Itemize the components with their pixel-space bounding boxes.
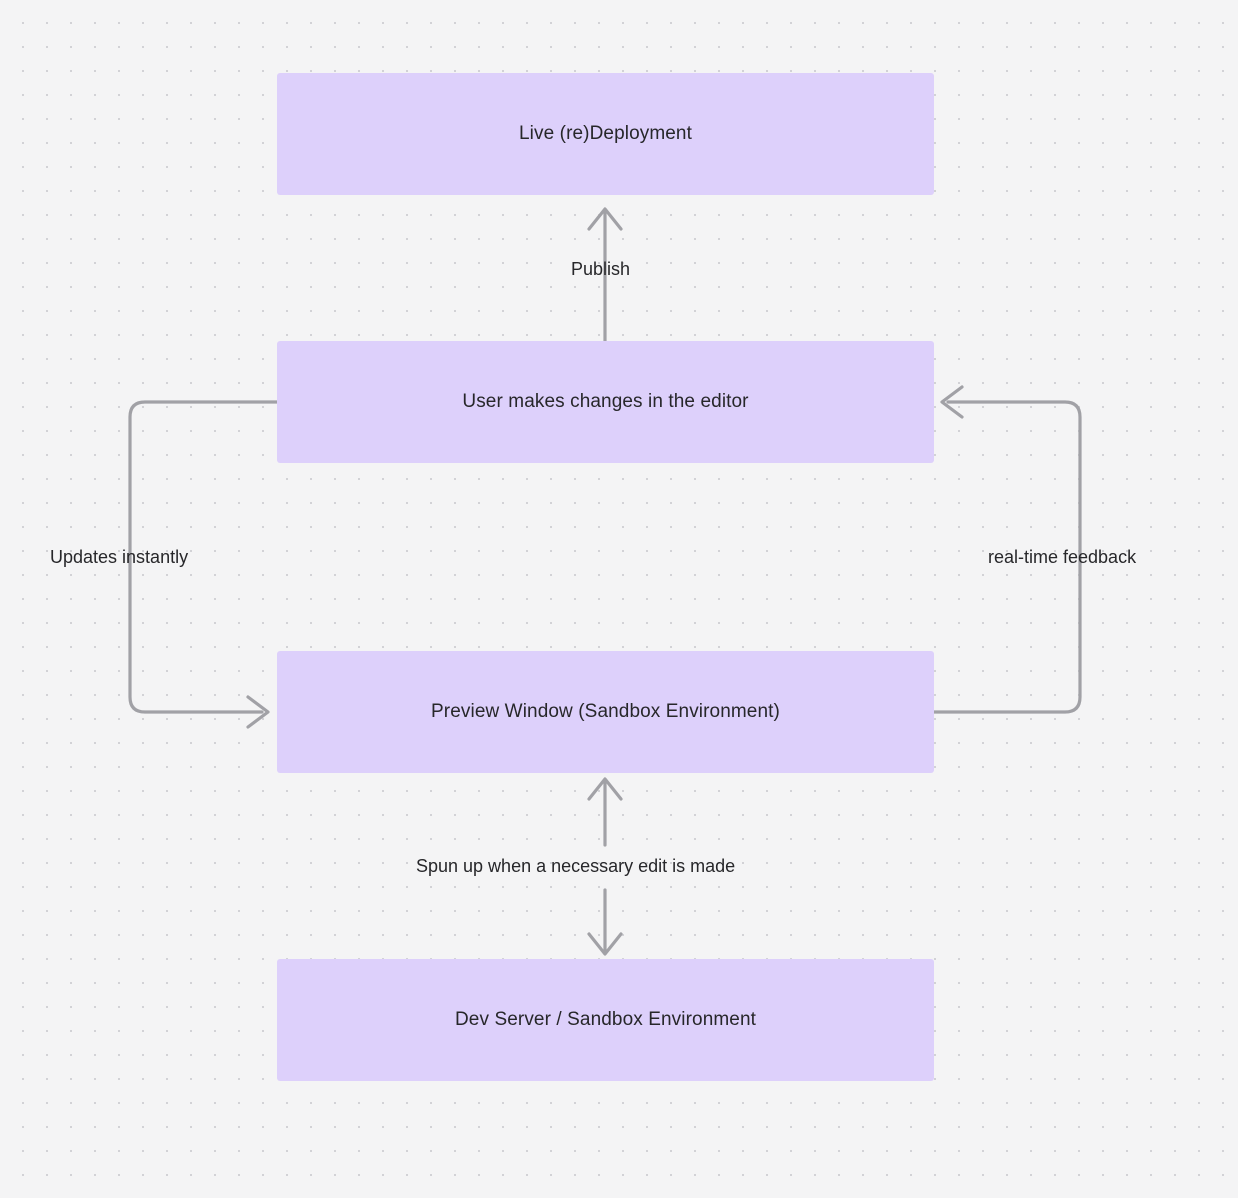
edge-label-spun-up: Spun up when a necessary edit is made [416, 856, 736, 876]
node-label: Dev Server / Sandbox Environment [454, 1009, 756, 1030]
node-label: Preview Window (Sandbox Environment) [431, 701, 780, 722]
node-preview-window[interactable] [277, 651, 934, 773]
node-label: User makes changes in the editor [462, 391, 749, 412]
node-live-redeployment[interactable] [277, 73, 934, 195]
edge-label-publish: Publish [571, 259, 631, 279]
edge-label-updates-instantly: Updates instantly [50, 547, 189, 567]
node-label: Live (re)Deployment [519, 123, 692, 144]
node-user-makes-changes[interactable] [277, 341, 934, 463]
node-dev-server[interactable] [277, 959, 934, 1081]
edge-label-real-time-feedback: real-time feedback [988, 547, 1137, 567]
